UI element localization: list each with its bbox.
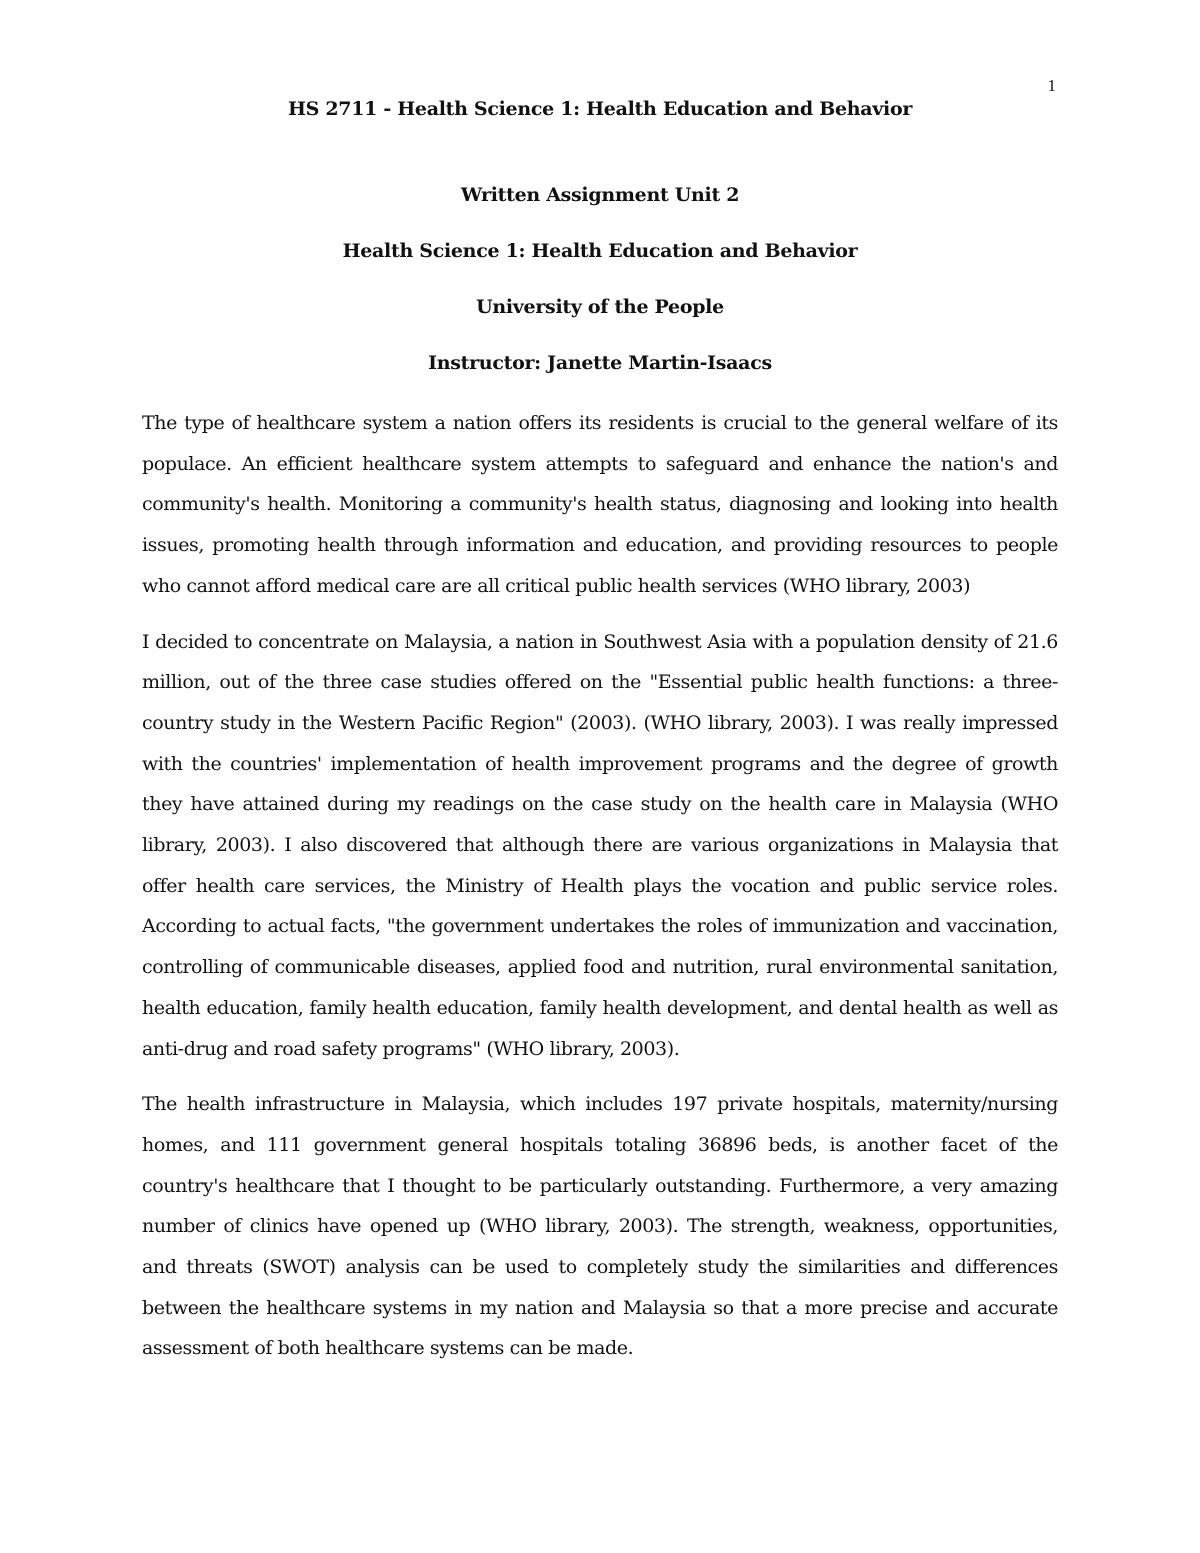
page-number: 1 bbox=[1047, 76, 1056, 95]
course-heading: Health Science 1: Health Education and Behavior bbox=[342, 240, 858, 262]
paragraph-2: I decided to concentrate on Malaysia, a nation in Southwest Asia with a population density of 21.6 million, out of the three case studies offered on the "Essential public health functions: a three- country study in the Western Pacific Region" (2003). (WHO library, 2003). I was really impressed with the countries' implementation of health improvement programs and the degree of growth they have attained during my readings on the case study on the health care in Malaysia (WHO library, 2003). I also discovered that although there are various organizations in Malaysia that offer health care services, the Ministry of Health plays the vocation and public service roles. According to actual facts, "the government undertakes the roles of immunization and vaccination, controlling of communicable diseases, applied food and nutrition, rural environmental sanitation, health education, family health education, family health development, and dental health as well as anti-drug and road safety programs" (WHO library, 2003). bbox=[142, 630, 1058, 1060]
title-block bbox=[0, 182, 1200, 406]
body-text bbox=[142, 403, 1058, 1384]
paragraph-3: The health infrastructure in Malaysia, which includes 197 private hospitals, maternity/nursing homes, and 111 government general hospitals totaling 36896 beds, is another facet of the country's healthcare that I thought to be particularly outstanding. Furthermore, a very amazing number of clinics have opened up (WHO library, 2003). The strength, weakness, opportunities, and threats (SWOT) analysis can be used to completely study the similarities and differences between the healthcare systems in my nation and Malaysia so that a more precise and accurate assessment of both healthcare systems can be made. bbox=[142, 1093, 1058, 1360]
assignment-heading: Written Assignment Unit 2 bbox=[460, 184, 740, 206]
document-title: HS 2711 - Health Science 1: Health Education and Behavior bbox=[287, 98, 913, 120]
paragraph-1: The type of healthcare system a nation offers its residents is crucial to the general welfare of its populace. An efficient healthcare system attempts to safeguard and enhance the nation's and community's health. Monitoring a community's health status, diagnosing and looking into health issues, promoting health through information and education, and providing resources to people who cannot afford medical care are all critical public health services (WHO library, 2003) bbox=[142, 412, 1058, 597]
instructor-heading: Instructor: Janette Martin-Isaacs bbox=[428, 352, 772, 374]
university-heading: University of the People bbox=[476, 296, 724, 318]
